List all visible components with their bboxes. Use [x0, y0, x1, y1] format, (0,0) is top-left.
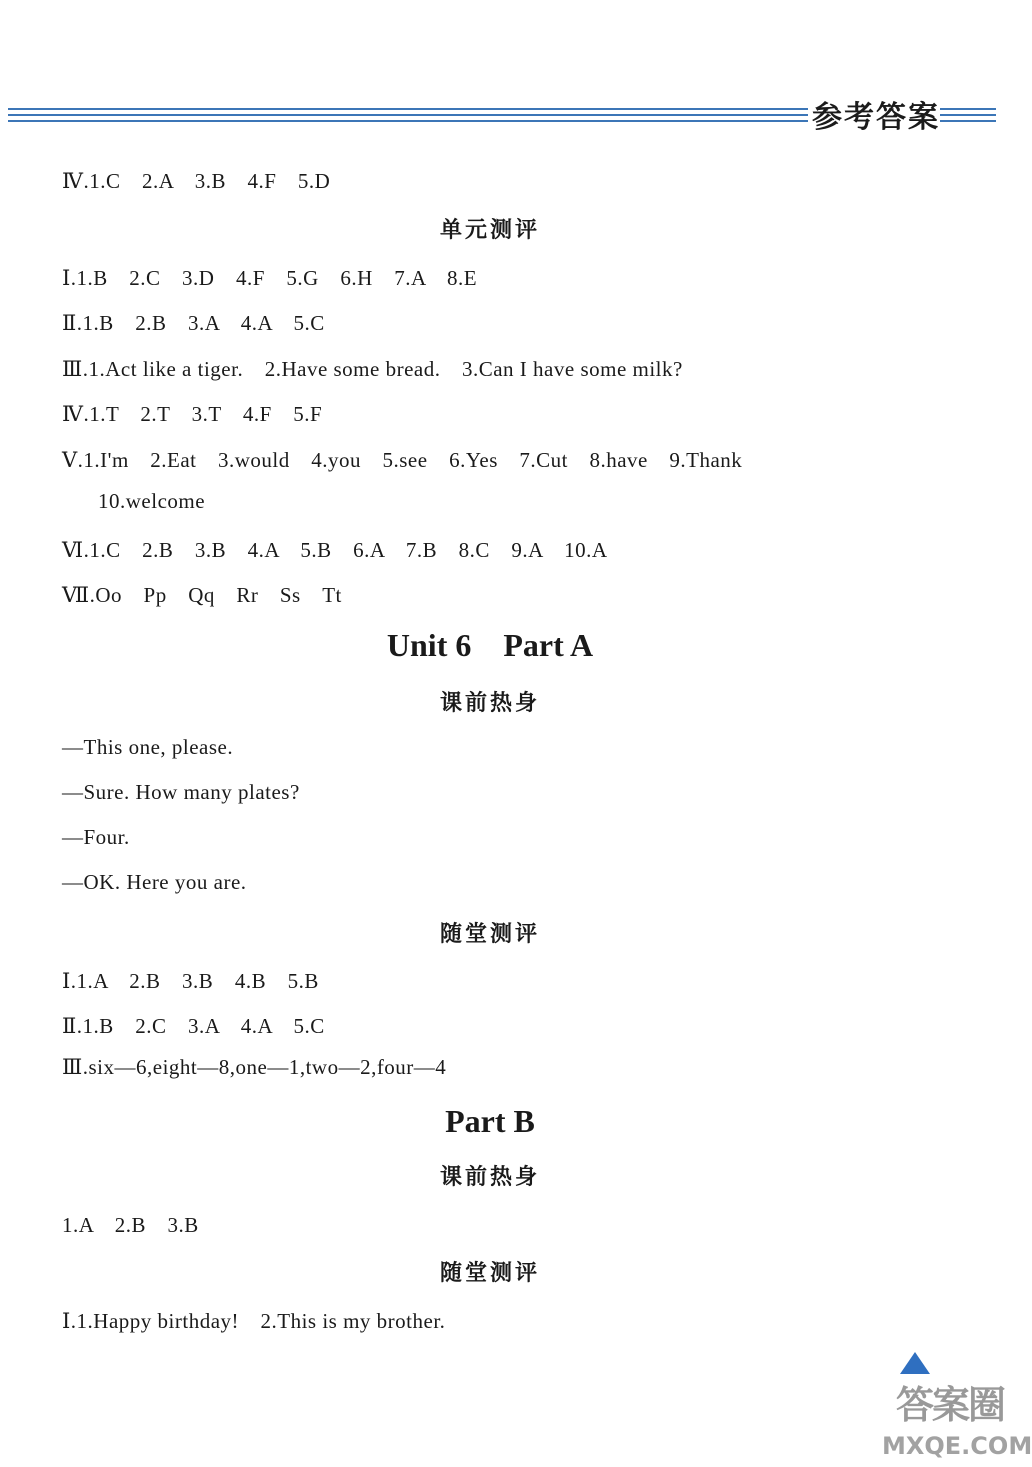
section-heading: 课前热身	[439, 1165, 540, 1190]
header-rule	[8, 120, 808, 122]
section-heading: 单元测评	[439, 218, 540, 243]
answer-line: Ⅱ.1.B 2.C 3.A 4.A 5.C	[62, 1014, 325, 1038]
answer-line: Ⅵ.1.C 2.B 3.B 4.A 5.B 6.A 7.B 8.C 9.A 10.A	[62, 538, 608, 562]
answer-line: 1.A 2.B 3.B	[62, 1213, 199, 1237]
section-heading: 随堂测评	[439, 922, 540, 947]
answer-line: —OK. Here you are.	[62, 870, 247, 894]
answer-line: Ⅳ.1.T 2.T 3.T 4.F 5.F	[62, 402, 323, 426]
section-heading: 课前热身	[439, 691, 540, 716]
header-rule	[940, 120, 996, 122]
answer-line: —This one, please.	[62, 735, 234, 759]
section-heading: 随堂测评	[439, 1261, 540, 1286]
triangle-icon	[900, 1352, 930, 1374]
answer-line: Ⅴ.1.I'm 2.Eat 3.would 4.you 5.see 6.Yes 7.Cut 8.have 9.Thank	[62, 448, 743, 472]
header-rule	[940, 114, 996, 116]
answer-line: Ⅲ.1.Act like a tiger. 2.Have some bread. 3.Can I have some milk?	[62, 357, 683, 381]
watermark-text: 答案圈	[896, 1383, 1005, 1427]
answer-line: Ⅶ.Oo Pp Qq Rr Ss Tt	[62, 583, 342, 607]
unit-heading: Unit 6 Part A	[386, 627, 594, 663]
header-title: 参考答案	[812, 100, 940, 135]
answer-line: Ⅱ.1.B 2.B 3.A 4.A 5.C	[62, 311, 325, 335]
watermark-logo	[880, 1352, 1032, 1464]
answer-line: 10.welcome	[98, 489, 206, 513]
unit-heading: Part B	[445, 1103, 535, 1139]
page-header	[0, 88, 1000, 138]
answer-line: Ⅰ.1.Happy birthday! 2.This is my brother.	[62, 1309, 446, 1333]
header-rule	[940, 108, 996, 110]
answer-line: Ⅰ.1.A 2.B 3.B 4.B 5.B	[62, 969, 319, 993]
answer-line: Ⅳ.1.C 2.A 3.B 4.F 5.D	[62, 169, 331, 193]
answer-line: Ⅰ.1.B 2.C 3.D 4.F 5.G 6.H 7.A 8.E	[62, 266, 478, 290]
watermark-url: MXQE.COM	[882, 1432, 1032, 1460]
header-rule	[8, 114, 808, 116]
answer-line: —Four.	[62, 825, 130, 849]
header-rule	[8, 108, 808, 110]
answer-line: Ⅲ.six—6,eight—8,one—1,two—2,four—4	[62, 1055, 447, 1079]
answer-line: —Sure. How many plates?	[62, 780, 300, 804]
